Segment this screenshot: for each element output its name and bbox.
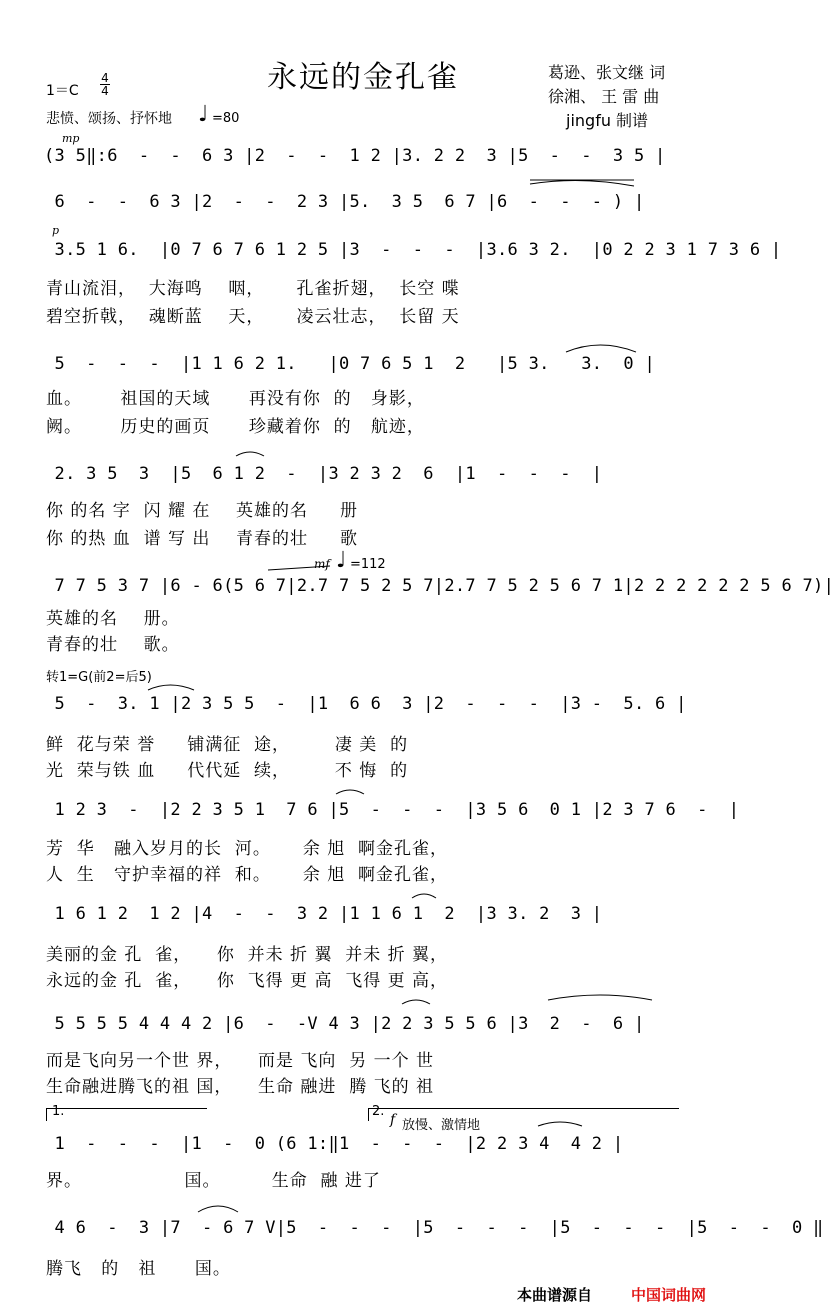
- system-1-notes: (3 5‖:6 - - 6 3 |2 - - 1 2 |3. 2 2 3 |5 - - 3 5 |: [44, 146, 666, 166]
- time-signature-bottom: 4: [101, 84, 109, 98]
- composer-credit: 徐湘、 王 雷 曲: [548, 87, 660, 106]
- system-10-lyric-2: 生命融进腾飞的祖 国， 生命 融进 腾 飞的 祖: [46, 1077, 435, 1097]
- dynamic-f: f: [390, 1112, 396, 1128]
- system-3-notes: 3.5 1 6. |0 7 6 7 6 1 2 5 |3 - - - |3.6 3 2. |0 2 2 3 1 7 3 6 |: [44, 240, 782, 260]
- quarter-note-icon: ♩: [198, 102, 209, 127]
- tempo-marking: =80: [212, 111, 240, 126]
- system-9-notes: 1 6 1 2 1 2 |4 - - 3 2 |1 1 6 1 2 |3 3. 2 3 |: [44, 904, 603, 924]
- system-9-lyric-1: 美丽的金 孔 雀， 你 并未 折 翼 并未 折 翼，: [46, 945, 449, 965]
- footer-source-text: 本曲谱源自: [517, 1286, 593, 1304]
- system-6-notes: 7 7 5 3 7 |6 - 6(5 6 7|2.7 7 5 2 5 7|2.7 7 5 2 5 6 7 1|2 2 2 2 2 2 5 6 7)|: [44, 576, 834, 596]
- volta-2-expression: 放慢、激情地: [402, 1118, 481, 1133]
- system-8-lyric-1: 芳 华 融入岁月的长 河。 余 旭 啊金孔雀，: [46, 839, 449, 859]
- system-6-lyric-1: 英雄的名 册。: [46, 609, 180, 629]
- system-9-lyric-2: 永远的金 孔 雀， 你 飞得 更 高 飞得 更 高，: [46, 971, 449, 991]
- dynamic-mf: mf: [314, 557, 330, 571]
- system-4-lyric-2: 阙。 历史的画页 珍藏着你 的 航迹，: [46, 417, 425, 437]
- volta-2-label: 2.: [372, 1104, 385, 1119]
- system-3-lyric-2: 碧空折戟， 魂断蓝 天， 凌云壮志， 长留 天: [46, 307, 460, 327]
- key-signature: 1＝C: [46, 83, 79, 99]
- footer-site-link[interactable]: 中国词曲网: [631, 1286, 707, 1304]
- dynamic-mp: mp: [62, 132, 80, 145]
- system-7-lyric-2: 光 荣与铁 血 代代延 续， 不 悔 的: [46, 761, 409, 781]
- system-5-lyric-2: 你 的热 血 谱 写 出 青春的壮 歌: [46, 529, 359, 549]
- system-8-lyric-2: 人 生 守护幸福的祥 和。 余 旭 啊金孔雀，: [46, 865, 449, 885]
- system-10-lyric-1: 而是飞向另一个世 界， 而是 飞向 另 一个 世: [46, 1051, 435, 1071]
- tempo-marking-2: =112: [350, 557, 386, 572]
- system-4-lyric-1: 血。 祖国的天域 再没有你 的 身影，: [46, 389, 425, 409]
- system-11-lyric-1: 界。 国。 生命 融 进了: [46, 1171, 381, 1191]
- song-title: 永远的金孔雀: [267, 60, 459, 95]
- quarter-note-icon-2: ♩: [336, 548, 347, 573]
- system-12-lyric-1: 腾飞 的 祖 国。: [46, 1259, 231, 1279]
- lyricist-credit: 葛逊、张文继 词: [548, 63, 666, 82]
- system-11-notes: 1 - - - |1 - 0 (6 1:‖1 - - - |2 2 3 4 4 2 |: [44, 1134, 624, 1154]
- dynamic-p: p: [52, 224, 60, 237]
- volta-1-label: 1.: [52, 1104, 65, 1119]
- system-8-notes: 1 2 3 - |2 2 3 5 1 7 6 |5 - - - |3 5 6 0 1 |2 3 7 6 - |: [44, 800, 740, 820]
- system-10-notes: 5 5 5 5 4 4 4 2 |6 - -V 4 3 |2 2 3 5 5 6 |3 2 - 6 |: [44, 1014, 645, 1034]
- modulation-marking: 转1=G(前2=后5): [46, 670, 152, 685]
- expression-marking: 悲愤、颂扬、抒怀地: [46, 111, 172, 127]
- system-5-notes: 2. 3 5 3 |5 6 1 2 - |3 2 3 2 6 |1 - - - |: [44, 464, 603, 484]
- system-6-lyric-2: 青春的壮 歌。: [46, 635, 180, 655]
- system-4-notes: 5 - - - |1 1 6 2 1. |0 7 6 5 1 2 |5 3. 3. 0 |: [44, 354, 656, 374]
- system-7-lyric-1: 鲜 花与荣 誉 铺满征 途， 凄 美 的: [46, 735, 409, 755]
- system-5-lyric-1: 你 的名 字 闪 耀 在 英雄的名 册: [46, 501, 359, 521]
- arranger-credit: jingfu 制谱: [566, 111, 649, 130]
- system-12-notes: 4 6 - 3 |7 - 6 7 V|5 - - - |5 - - - |5 - - - |5 - - 0 ‖: [44, 1218, 824, 1238]
- system-3-lyric-1: 青山流泪， 大海鸣 咽， 孔雀折翅， 长空 喋: [46, 279, 460, 299]
- time-signature-top: 4: [101, 71, 109, 85]
- system-7-notes: 5 - 3. 1 |2 3 5 5 - |1 6 6 3 |2 - - - |3 - 5. 6 |: [44, 694, 687, 714]
- system-2-notes: 6 - - 6 3 |2 - - 2 3 |5. 3 5 6 7 |6 - - - ) |: [44, 192, 645, 212]
